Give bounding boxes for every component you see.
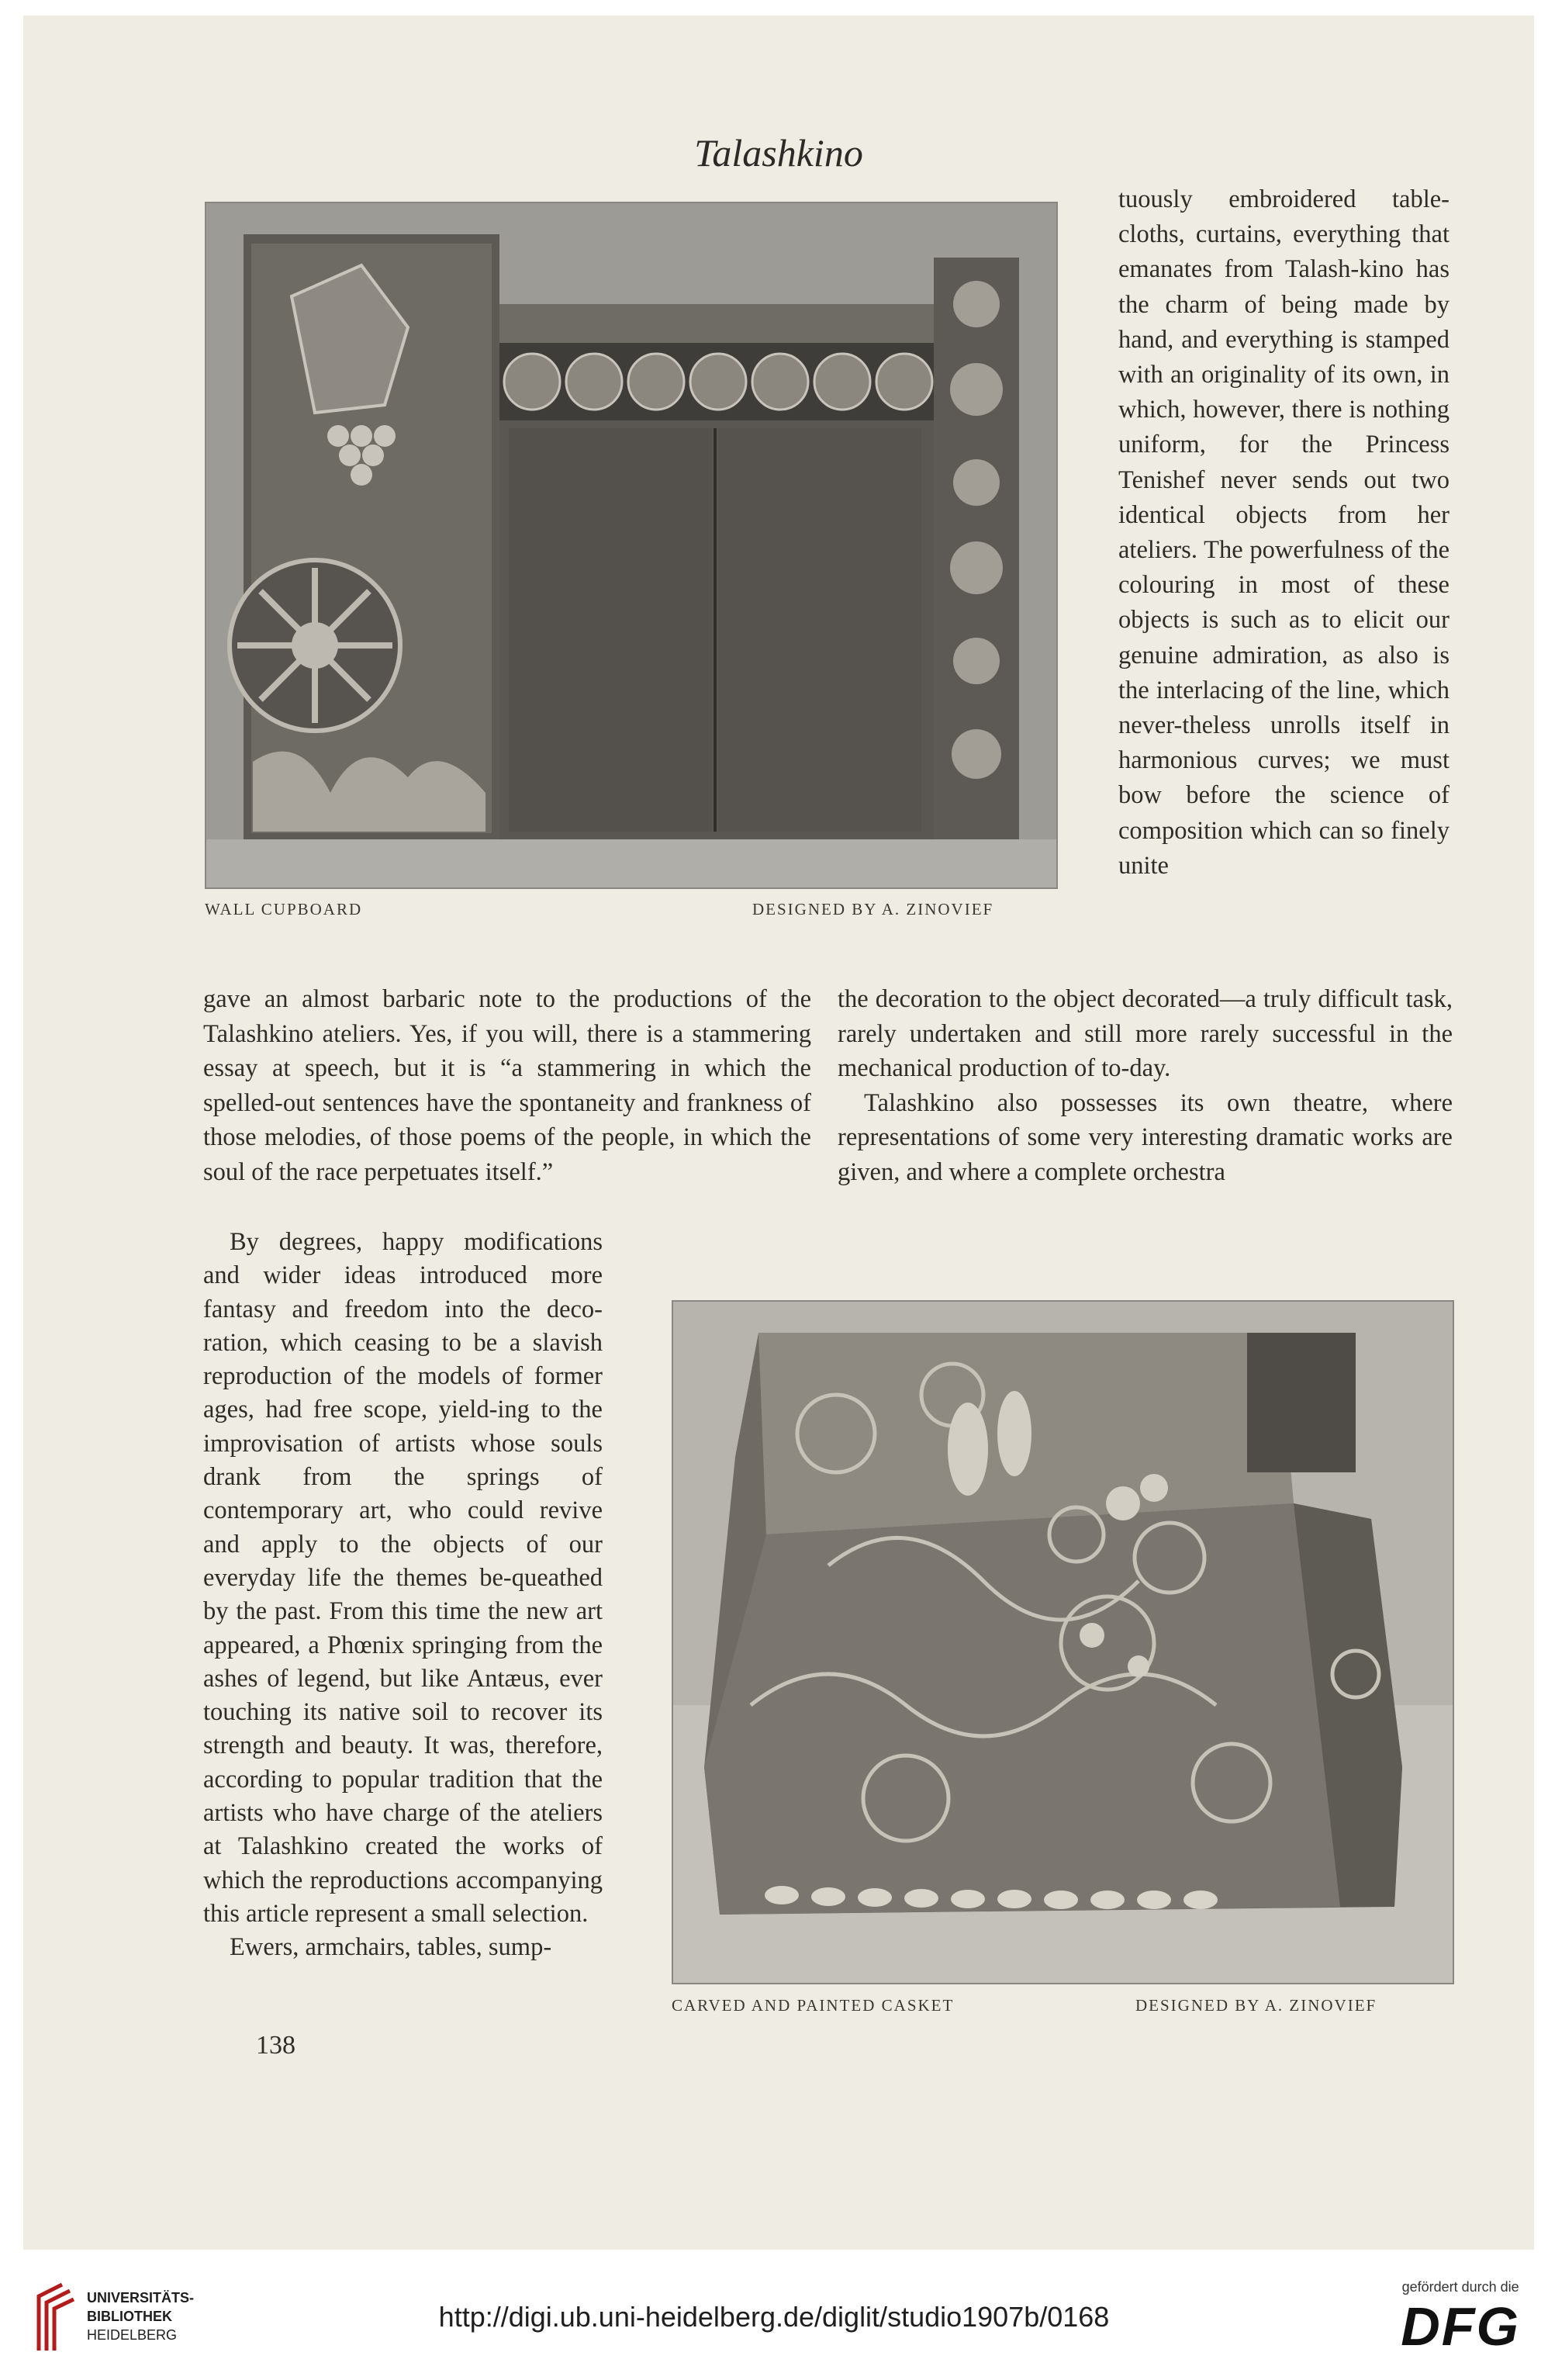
- page-number: 138: [256, 2031, 295, 2060]
- dfg-logo: DFG: [1401, 2296, 1520, 2357]
- casket-illustration: [673, 1302, 1453, 1983]
- casket-photo: [672, 1300, 1454, 1984]
- library-name-line2: BIBLIOTHEK: [87, 2309, 172, 2324]
- funding-label: gefördert durch die: [1401, 2279, 1519, 2295]
- library-name-line1: UNIVERSITÄTS-: [87, 2290, 195, 2306]
- library-footer: [0, 2265, 1548, 2380]
- source-url-link[interactable]: http://digi.ub.uni-heidelberg.de/diglit/studio1907b/0168: [438, 2301, 1110, 2333]
- casket-caption-right: DESIGNED BY A. ZINOVIEF: [1135, 1996, 1377, 2015]
- casket-caption-left: CARVED AND PAINTED CASKET: [672, 1996, 955, 2015]
- text-right-column-top: tuously embroidered table-cloths, curtains, everything that emanates from Talash-kino has the charm of being made by hand, and everything is stamped with an originality of its own, in which, however, there is nothing uniform, for the Princess Tenishef never sends out two identical objects from her ateliers. The powerfulness of the colouring in most of these objects is such as to elicit our genuine admiration, as also is the interlacing of the line, which never-theless unrolls itself in harmonious curves; we must bow before the science of composition which can so finely unite: [1118, 185, 1450, 880]
- text-left-bottom: By degrees, happy modifications and wider ideas introduced more fantasy and freedom into the deco-ration, which ceasing to be a slavish reproduction of the models of former ages, had free scope, yield-ing to the improvisation of artists whose souls drank from the springs of contemporary art, who could revive and apply to the objects of our everyday life the themes be-queathed by the past. From this time the new art appeared, a Phœnix springing from the ashes of legend, but like Antæus, ever touching its native soil to recover its strength and beauty. It was, therefore, according to popular tradition that the artists who have charge of the ateliers at Talashkino created the works of which the reproductions accompanying this article represent a small selection.: [203, 1228, 603, 1928]
- wall-cupboard-photo: [205, 202, 1058, 889]
- wall-cupboard-illustration: [206, 203, 1056, 887]
- wall-cupboard-caption-left: WALL CUPBOARD: [205, 900, 363, 918]
- text-right-middle-para2: Talashkino also possesses its own theatre, where representations of some very interesting dramatic works are given, and where a complete orchestra: [838, 1088, 1453, 1186]
- wall-cupboard-caption-right: DESIGNED BY A. ZINOVIEF: [752, 900, 994, 918]
- library-name-line3: HEIDELBERG: [87, 2327, 178, 2343]
- text-left-bottom-para2: Ewers, armchairs, tables, sump-: [230, 1933, 552, 1962]
- scanned-page: [23, 16, 1534, 2250]
- running-header: Talashkino: [694, 131, 863, 175]
- text-right-middle: the decoration to the object decorated—a truly difficult task, rarely undertaken and still more rarely successful in the mechanical production of to-day.: [838, 985, 1453, 1082]
- funding-notice: [1401, 2279, 1520, 2358]
- text-left-middle: gave an almost barbaric note to the productions of the Talashkino ateliers. Yes, if you will, there is a stammering essay at speech, but it is “a stammering in which the spelled-out sentences have the spontaneity and frankness of those melodies, of those poems of the people, in which the soul of the race perpetuates itself.”: [203, 985, 811, 1186]
